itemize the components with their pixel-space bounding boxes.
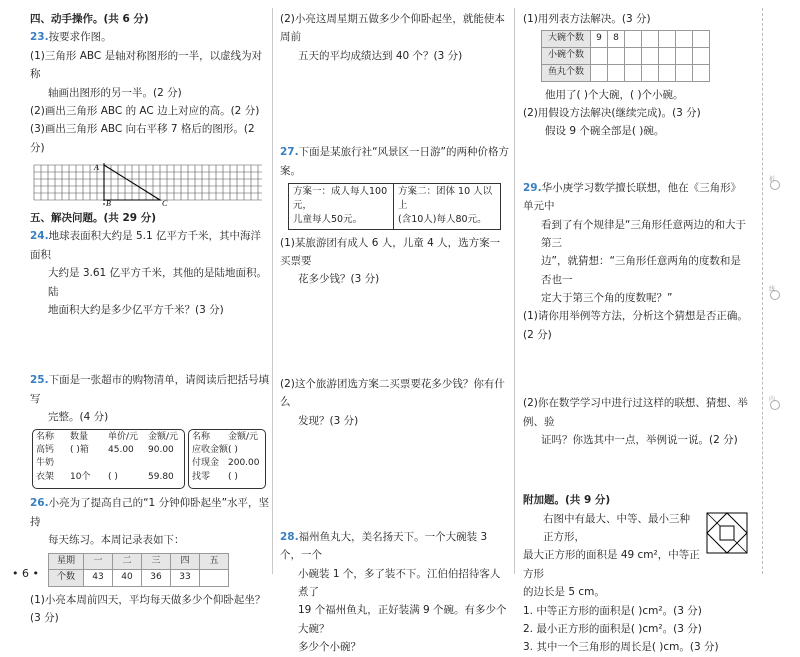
- vertex-b-label: B: [106, 199, 111, 207]
- q28-line4: 多少个小碗？: [298, 641, 361, 654]
- bonus-q3: 3. 其中一个三角形的周长是( )cm。(3 分): [523, 641, 719, 654]
- table-header: 四: [171, 553, 200, 570]
- table-cell: [693, 48, 710, 65]
- q27-part1-line2: 花多少钱？(3 分): [298, 273, 380, 286]
- q24-number: 24.: [30, 230, 49, 243]
- receipt-cell: 90.00: [148, 445, 174, 456]
- q28-part1-answer: 他用了( )个大碗，( )个小碗。: [545, 88, 684, 101]
- q23-text: 按要求作图。: [48, 31, 112, 44]
- q27-text: 下面是某旅行社“风景区一日游”的两种价格方案。: [280, 146, 509, 177]
- table-header: 五: [200, 553, 229, 570]
- table-cell: 33: [171, 570, 200, 587]
- table-cell: [608, 48, 625, 65]
- table-cell: [625, 48, 642, 65]
- table-cell: [608, 64, 625, 81]
- table-header: 二: [113, 553, 142, 570]
- answer-space: [523, 449, 748, 491]
- q25-line1: 下面是一张超市的购物清单，请阅读后把括号填写: [30, 374, 270, 405]
- receipt-cell: 牛奶: [36, 458, 55, 469]
- plan-one: [289, 183, 394, 229]
- receipt-cell: ( )箱: [70, 445, 89, 456]
- q23-part2: (2)画出三角形 ABC 的 AC 边上对应的高。(2 分): [30, 104, 260, 117]
- table-cell: [676, 31, 693, 48]
- bonus-title: 附加题。(共 9 分): [523, 494, 611, 507]
- table-cell: 36: [142, 570, 171, 587]
- bonus-line1: 右图中有最大、中等、最小三种正方形，: [543, 512, 690, 543]
- q28-line2: 小碗装 1 个，多了装不下。江伯伯招待客人煮了: [298, 567, 501, 598]
- binding-line: [762, 8, 763, 574]
- receipt-items: [32, 429, 185, 489]
- receipt-header: 名称: [192, 432, 211, 443]
- binding-mark: 内: [770, 400, 780, 410]
- plan-two-line2: (含10人)每人80元。: [398, 214, 487, 226]
- receipt-cell: 45.00: [108, 445, 134, 456]
- q27-part2-line2: 发现？(3 分): [298, 414, 359, 427]
- q26-number: 26.: [30, 497, 49, 510]
- receipt-header: 名称: [36, 432, 55, 443]
- table-cell: 个数: [49, 570, 84, 587]
- answer-space: [523, 344, 748, 394]
- binding-mark: 折: [770, 180, 780, 190]
- section-4-title: 四、动手操作。(共 6 分): [30, 13, 149, 25]
- table-cell: [659, 48, 676, 65]
- q23-number: 23.: [30, 31, 49, 44]
- receipt-cell: ( ): [228, 445, 238, 456]
- table-cell: [642, 31, 659, 48]
- receipt-cell: 200.00: [228, 458, 260, 469]
- receipt-cell: 10个: [70, 471, 91, 482]
- q28-line3: 19 个福州鱼丸，正好装满 9 个碗。有多少个大碗？: [298, 604, 507, 635]
- receipt-header: 金额/元: [228, 432, 259, 443]
- section-5-title: 五、解决问题。(共 29 分): [30, 212, 157, 224]
- price-plans-table: [288, 183, 501, 230]
- q29-line2: 看到了有个规律是“三角形任意两边的和大于第三: [541, 218, 746, 249]
- table-cell: 43: [84, 570, 113, 587]
- receipt-header: 数量: [70, 432, 89, 443]
- receipt-header: 单价/元: [108, 432, 139, 443]
- receipt-cell: 应收金额: [192, 445, 229, 456]
- table-cell: [659, 64, 676, 81]
- answer-space: [280, 65, 510, 143]
- q29-line3: 边”，就猜想：“三角形任意两角的度数和是否也一: [541, 255, 741, 286]
- table-cell: [591, 64, 608, 81]
- q23-part3: (3)画出三角形 ABC 向右平移 7 格后的图形。(2 分): [30, 123, 255, 154]
- vertex-a-label: A: [94, 163, 99, 172]
- middle-column: [280, 10, 510, 657]
- q28-line1: 福州鱼丸大，美名扬天下。一个大碗装 3 个，一个: [280, 530, 488, 562]
- column-divider-2: [514, 8, 515, 574]
- q26-part2-line1: (2)小亮这周星期五做多少个仰卧起坐，就能使本周前: [280, 13, 505, 44]
- table-header: 星期: [49, 553, 84, 570]
- receipt-cell: ( ): [108, 471, 118, 482]
- receipt-cell: 付现金: [192, 458, 220, 469]
- q25-line2: 完整。(4 分): [48, 411, 109, 423]
- q29-line1: 华小庚学习数学擅长联想，他在《三角形》单元中: [523, 181, 742, 213]
- table-cell: [625, 31, 642, 48]
- table-cell: [676, 64, 693, 81]
- plan-one-line2: 儿童每人50元。: [293, 214, 363, 226]
- table-cell: [693, 64, 710, 81]
- table-cell: [693, 31, 710, 48]
- plan-two: [394, 183, 501, 229]
- receipt-totals: [188, 429, 266, 489]
- table-header: 小碗个数: [542, 48, 591, 65]
- q28-part1: (1)用列表方法解决。(3 分): [523, 13, 651, 25]
- left-column: [30, 10, 270, 628]
- q27-part1-line1: (1)某旅游团有成人 6 人，儿童 4 人，选方案一买票要: [280, 236, 501, 267]
- table-header: 三: [142, 553, 171, 570]
- q29-part2-line1: (2)你在数学学习中进行过这样的联想、猜想、举例、验: [523, 397, 748, 428]
- plan-one-line1: 方案一：成人每人100元，: [293, 185, 388, 212]
- q24-line2: 大约是 3.61 亿平方千米，其他的是陆地面积。陆: [48, 267, 268, 298]
- column-divider-1: [272, 8, 273, 574]
- bonus-q2: 2. 最小正方形的面积是( )cm²。(3 分): [523, 622, 702, 635]
- q29-part1: (1)请你用举例等方法，分析这个猜想是否正确。(2 分): [523, 310, 748, 341]
- nested-squares-figure: [706, 512, 748, 554]
- right-column: [523, 10, 748, 657]
- q28-number: 28.: [280, 530, 299, 543]
- table-cell: [642, 64, 659, 81]
- table-header: 大碗个数: [542, 31, 591, 48]
- q24-line1: 地球表面积大约是 5.1 亿平方千米，其中海洋面积: [30, 230, 261, 261]
- q23-part1-cont: 轴画出图形的另一半。(2 分): [48, 86, 182, 99]
- table-cell: [676, 48, 693, 65]
- q27-number: 27.: [280, 146, 299, 159]
- q26-part2-line2: 五天的平均成绩达到 40 个？(3 分): [298, 49, 463, 62]
- q24-line3: 地面积大约是多少亿平方千米？(3 分): [48, 303, 224, 316]
- table-cell: 40: [113, 570, 142, 587]
- receipt-cell: 59.80: [148, 471, 174, 482]
- vertex-c-label: C: [162, 199, 168, 207]
- q26-line2: 每天练习。本周记录表如下：: [48, 534, 185, 547]
- answer-space: [30, 319, 270, 371]
- bonus-q1: 1. 中等正方形的面积是( )cm²。(3 分): [523, 604, 702, 617]
- drawing-grid: [30, 161, 266, 207]
- table-cell: [659, 31, 676, 48]
- table-header: 一: [84, 553, 113, 570]
- answer-space: [523, 141, 748, 179]
- receipt-cell: ( ): [228, 471, 238, 482]
- binding-mark: 线: [770, 290, 780, 300]
- q29-line4: 定大于第三个角的度数呢？”: [541, 292, 673, 304]
- answer-space: [280, 430, 510, 528]
- q23-part1: (1)三角形 ABC 是轴对称图形的一半，以虚线为对称: [30, 49, 263, 81]
- q29-part2-line2: 证吗？你选其中一点，举例说一说。(2 分): [541, 433, 738, 446]
- situp-record-table: [48, 553, 229, 588]
- table-cell: [200, 570, 229, 587]
- q25-number: 25.: [30, 374, 49, 387]
- table-cell: [625, 64, 642, 81]
- q27-part2-line1: (2)这个旅游团选方案二买票要花多少钱？你有什么: [280, 377, 505, 409]
- receipt-cell: 找零: [192, 471, 211, 482]
- receipt-cell: 衣架: [36, 471, 55, 482]
- table-cell: [642, 48, 659, 65]
- q26-line1: 小亮为了提高自己的“1 分钟仰卧起坐”水平，坚持: [30, 497, 270, 528]
- table-cell: [591, 48, 608, 65]
- q28-part2: (2)用假设方法解决(继续完成)。(3 分): [523, 107, 701, 119]
- q29-number: 29.: [523, 181, 542, 194]
- answer-space: [280, 289, 510, 375]
- bonus-line2: 最大正方形的面积是 49 cm²，中等正方形: [523, 549, 700, 580]
- shopping-receipt: [30, 429, 270, 491]
- table-header: 鱼丸个数: [542, 64, 591, 81]
- q28-part2-assume: 假设 9 个碗全部是( )碗。: [545, 125, 665, 138]
- q26-part1: (1)小亮本周前四天，平均每天做多少个仰卧起坐？(3 分): [30, 594, 266, 625]
- table-cell: 9: [591, 31, 608, 48]
- page-number: • 6 •: [12, 566, 39, 580]
- receipt-header: 金额/元: [148, 432, 179, 443]
- plan-two-line1: 方案二：团体 10 人以上: [398, 185, 493, 212]
- table-cell: 8: [608, 31, 625, 48]
- bonus-line3: 的边长是 5 cm。: [523, 586, 605, 599]
- bowls-table: [541, 30, 710, 81]
- receipt-cell: 高钙: [36, 445, 55, 456]
